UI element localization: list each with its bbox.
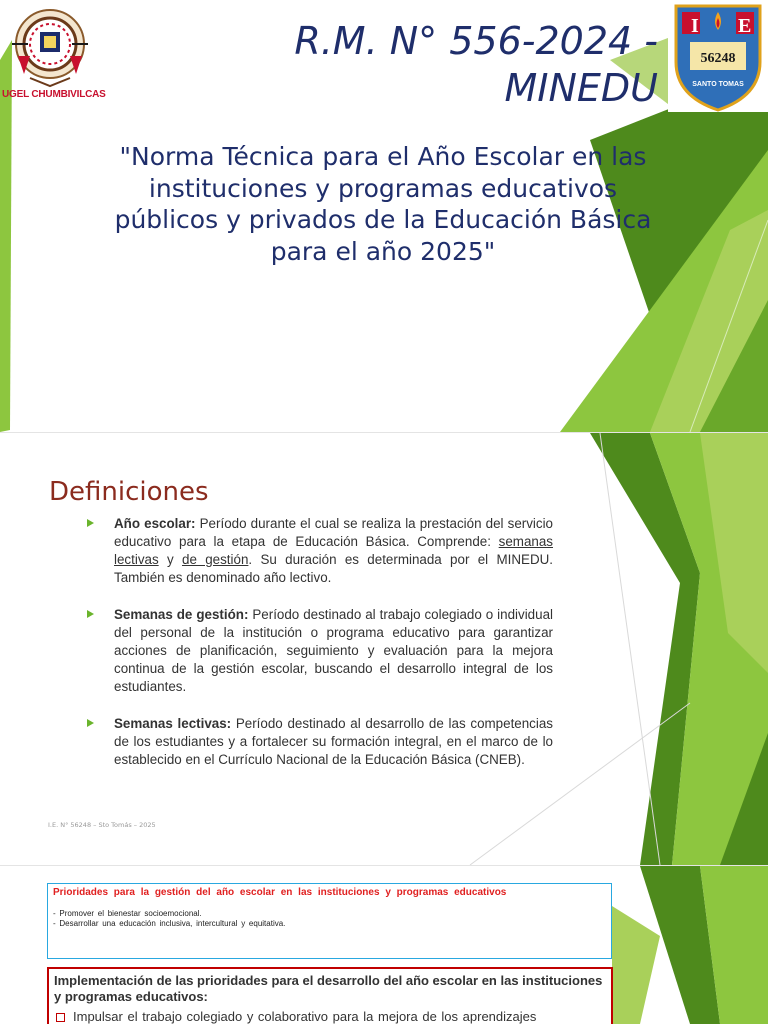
definition-term: Año escolar:	[114, 516, 196, 531]
definition-item: Semanas de gestión: Período destinado al trabajo colegiado o individual del personal de la institución o programa educativo para garantizar acciones de planificación, seguimiento y evaluación para la mejora continua de la gestión escolar, buscando el desarrollo integral de los estudiantes.	[87, 606, 553, 696]
resolution-title	[178, 18, 658, 112]
bullet-arrow-icon	[87, 610, 94, 618]
title-slide	[0, 0, 768, 432]
definition-item: Semanas lectivas: Período destinado al desarrollo de las competencias de los estudiantes y a fortalecer su formación integral, en el marco de lo establecido en el Currículo Nacional de la Educación Básica (CNEB).	[87, 715, 553, 769]
definition-item: Año escolar: Período durante el cual se realiza la prestación del servicio educativo para la etapa de Educación Básica. Comprende: semanas lectivas y de gestión. Su duración es determinada por el MINEDU. También es denominado año lectivo.	[87, 515, 553, 587]
definitions-heading: Definiciones	[49, 477, 209, 507]
implementation-item	[54, 1009, 606, 1024]
definitions-list	[87, 515, 553, 788]
definition-term: Semanas de gestión:	[114, 607, 249, 622]
ugel-seal-icon	[10, 4, 90, 88]
priorities-box	[47, 883, 612, 959]
school-shield-icon	[668, 0, 768, 112]
priorities-slide	[0, 866, 768, 1024]
svg-text:56248: 56248	[700, 51, 736, 66]
svg-text:SANTO TOMAS: SANTO TOMAS	[692, 81, 744, 88]
square-bullet-icon	[56, 1013, 65, 1022]
definition-term: Semanas lectivas:	[114, 716, 232, 731]
definitions-slide	[0, 433, 768, 865]
underlined-term: semanas lectivas	[114, 534, 553, 567]
resolution-issuer: MINEDU	[504, 66, 658, 110]
implementation-item-text: Impulsar el trabajo colegiado y colaborativo para la mejora de los aprendizajes	[73, 1009, 537, 1024]
svg-text:E: E	[738, 15, 752, 37]
slide-footer: I.E. N° 56248 – Sto Tomás – 2025	[48, 821, 156, 829]
bullet-arrow-icon	[87, 719, 94, 727]
priority-item: - Promover el bienestar socioemocional.	[53, 909, 202, 918]
implementation-box	[47, 967, 613, 1024]
implementation-title: Implementación de las prioridades para el desarrollo del año escolar en las instituciones y programas educativos:	[54, 973, 603, 1004]
ugel-name: UGEL CHUMBIVILCAS	[2, 89, 106, 100]
priorities-title: Prioridades para la gestión del año escolar en las instituciones y programas educativos	[53, 887, 507, 898]
norma-title: "Norma Técnica para el Año Escolar en las instituciones y programas educativos públicos y privados de la Educación Básica para el año 2025"	[114, 142, 652, 266]
svg-text:I: I	[691, 15, 699, 37]
priority-item: - Desarrollar una educación inclusiva, intercultural y equitativa.	[53, 919, 286, 928]
bullet-arrow-icon	[87, 519, 94, 527]
resolution-number: R.M. N° 556-2024 -	[294, 19, 658, 63]
underlined-term: de gestión	[182, 552, 249, 567]
